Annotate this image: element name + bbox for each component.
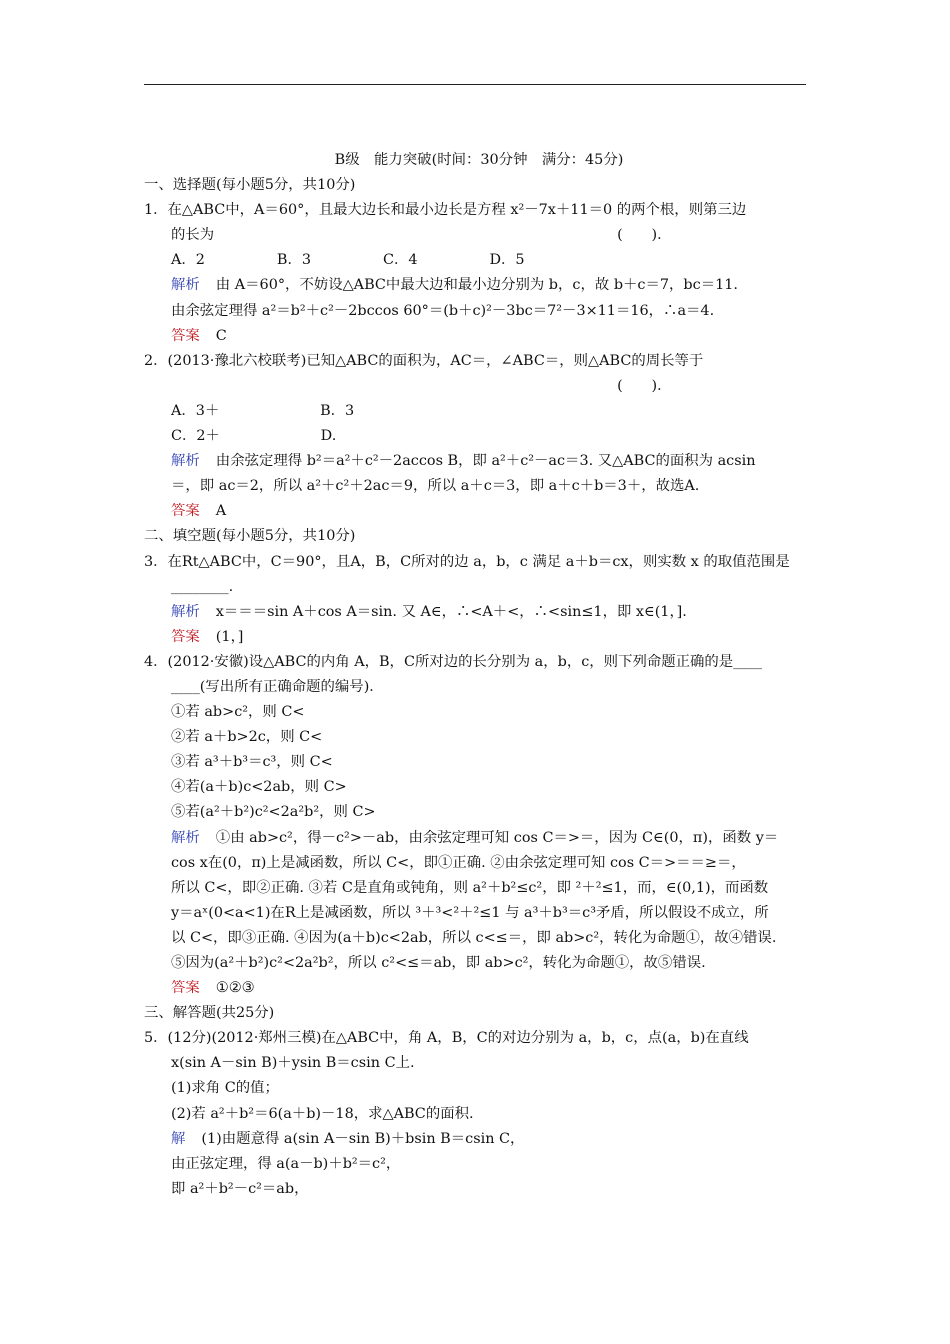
- text-line: [144, 524, 814, 549]
- text-line: [144, 273, 814, 298]
- analysis-label: 解析: [171, 603, 200, 620]
- answer-label: 答案: [171, 327, 200, 344]
- line-text: A．3＋ B．3: [171, 402, 355, 419]
- line-text: 由余弦定理得 a²＝b²＋c²－2bccos 60°＝(b＋c)²－3bc＝7²－3×11＝16，∴a＝4.: [171, 302, 715, 319]
- text-line: [144, 1026, 814, 1051]
- text-line: [144, 499, 814, 524]
- text-line: [144, 800, 814, 825]
- text-line: [144, 1127, 814, 1152]
- line-text: A．2 B．3 C．4 D．5: [171, 252, 525, 269]
- line-text: 5．(12分)(2012·郑州三模)在△ABC中，角 A，B，C的对边分别为 a，b，c，点(a，b)在直线: [144, 1030, 749, 1047]
- line-text: 所以 C<，即②正确. ③若 C是直角或钝角，则 a²＋b²≤c²，即 ²＋²≤1，而，∈(0,1)，而函数: [171, 879, 769, 896]
- text-line: [144, 575, 814, 600]
- line-text: 三、解答题(共25分): [144, 1005, 275, 1022]
- text-line: [144, 901, 814, 926]
- text-line: [144, 1051, 814, 1076]
- line-text: ①②③: [215, 980, 255, 997]
- text-line: [144, 700, 814, 725]
- line-text: 以 C<，即③正确. ④因为(a＋b)c<2ab，所以 c<≤＝，即 ab>c²，转化为命题①，故④错误.: [171, 929, 777, 946]
- line-text: x(sin A－sin B)＋ysin B＝csin C上.: [171, 1055, 415, 1072]
- header-rule: [144, 84, 806, 85]
- text-line: [144, 349, 814, 374]
- line-text: A: [215, 503, 227, 520]
- text-line: [144, 248, 814, 273]
- analysis-label: 解析: [171, 277, 200, 294]
- line-text: ＝，即 ac＝2，所以 a²＋c²＋2ac＝9，所以 a＋c＝3，即 a＋c＋b＝3＋，故选A.: [171, 478, 700, 495]
- line-text: (2)若 a²＋b²＝6(a＋b)－18，求△ABC的面积.: [171, 1105, 474, 1122]
- text-line: [144, 1076, 814, 1101]
- line-text: (1)求角 C的值；: [171, 1080, 279, 1097]
- line-text: B级 能力突破(时间：30分钟 满分：45分): [334, 152, 624, 168]
- line-text: y＝aˣ(0<a<1)在R上是减函数，所以 ³＋³<²＋²≤1 与 a³＋b³＝c³矛盾，所以假设不成立，所: [171, 904, 769, 921]
- text-line: [144, 474, 814, 499]
- line-text: ________.: [171, 578, 234, 595]
- text-line: [144, 976, 814, 1001]
- line-text: 一、选择题(每小题5分，共10分): [144, 177, 356, 194]
- text-line: [144, 775, 814, 800]
- text-line: [144, 876, 814, 901]
- line-text: C: [215, 327, 227, 344]
- text-line: [144, 675, 814, 700]
- text-line: [144, 173, 814, 198]
- line-text: 4．(2012·安徽)设△ABC的内角 A，B，C所对边的长分别为 a，b，c，则下列命题正确的是____: [144, 653, 762, 670]
- text-line: [144, 951, 814, 976]
- line-text: 由正弦定理，得 a(a－b)＋b²＝c²，: [171, 1155, 401, 1172]
- line-text: 1．在△ABC中，A＝60°，且最大边长和最小边长是方程 x²－7x＋11＝0 的两个根，则第三边: [144, 202, 747, 219]
- line-text: (1，]: [215, 628, 244, 645]
- line-text: ⑤因为(a²＋b²)c²<2a²b²，所以 c²<≤＝ab，即 ab>c²，转化为命题①，故⑤错误.: [171, 955, 706, 971]
- line-text: ⑤若(a²＋b²)c²<2a²b²，则 C>: [171, 804, 376, 821]
- line-text: ____(写出所有正确命题的编号)．: [171, 678, 384, 695]
- line-text: ③若 a³＋b³＝c³，则 C<: [171, 754, 333, 771]
- text-line: [144, 424, 814, 449]
- text-line: [144, 826, 814, 851]
- text-line: [144, 851, 814, 876]
- line-text: 二、填空题(每小题5分，共10分): [144, 528, 356, 545]
- text-line: [144, 1102, 814, 1127]
- answer-label: 答案: [171, 628, 200, 645]
- answer-label: 答案: [171, 980, 200, 997]
- text-line: [144, 449, 814, 474]
- line-text: 由余弦定理得 b²＝a²＋c²－2accos B，即 a²＋c²－ac＝3. 又△ABC的面积为 acsin: [215, 453, 756, 470]
- text-line: [144, 550, 814, 575]
- document-body: [144, 148, 814, 1202]
- answer-label: 答案: [171, 503, 200, 520]
- line-text: 由 A＝60°，不妨设△ABC中最大边和最小边分别为 b，c，故 b＋c＝7，bc＝11.: [215, 277, 738, 294]
- text-line: [144, 198, 814, 223]
- line-text: cos x在(0，π)上是减函数，所以 C<，即①正确. ②由余弦定理可知 cos C＝>＝＝≥＝，: [171, 854, 746, 871]
- line-text: 3．在Rt△ABC中，C＝90°，且A，B，C所对的边 a，b，c 满足 a＋b＝cx，则实数 x 的取值范围是: [144, 553, 790, 570]
- line-text: ①若 ab>c²，则 C<: [171, 704, 305, 721]
- line-text: (1)由题意得 a(sin A－sin B)＋bsin B＝csin C，: [201, 1130, 525, 1147]
- text-line: [144, 1152, 814, 1177]
- text-line: [144, 299, 814, 324]
- line-text: 2．(2013·豫北六校联考)已知△ABC的面积为，AC＝，∠ABC＝，则△ABC的周长等于: [144, 352, 704, 369]
- line-text: 即 a²＋b²－c²＝ab，: [171, 1180, 309, 1197]
- line-text: ④若(a＋b)c<2ab，则 C>: [171, 779, 347, 796]
- line-text: ①由 ab>c²，得－c²>－ab，由余弦定理可知 cos C＝>＝，因为 C∈(0，π)，函数 y＝: [215, 829, 779, 846]
- text-line: [144, 374, 814, 399]
- section-title: [144, 148, 814, 173]
- text-line: [144, 399, 814, 424]
- line-text: x＝＝＝sin A＋cos A＝sin. 又 A∈，∴<A＋<，∴<sin≤1，即 x∈(1，].: [215, 603, 687, 620]
- analysis-label: 解析: [171, 829, 200, 846]
- text-line: [144, 625, 814, 650]
- text-line: [144, 650, 814, 675]
- analysis-label: 解析: [171, 453, 200, 470]
- text-line: [144, 223, 814, 248]
- text-line: [144, 1177, 814, 1202]
- text-line: [144, 324, 814, 349]
- line-text: 的长为 ( )．: [171, 227, 672, 244]
- line-text: ( )．: [171, 377, 672, 394]
- solution-label: 解: [171, 1130, 186, 1147]
- text-line: [144, 750, 814, 775]
- text-line: [144, 926, 814, 951]
- text-line: [144, 600, 814, 625]
- line-text: C．2＋ D.: [171, 428, 337, 445]
- text-line: [144, 1001, 814, 1026]
- line-text: ②若 a＋b>2c，则 C<: [171, 729, 323, 746]
- text-line: [144, 725, 814, 750]
